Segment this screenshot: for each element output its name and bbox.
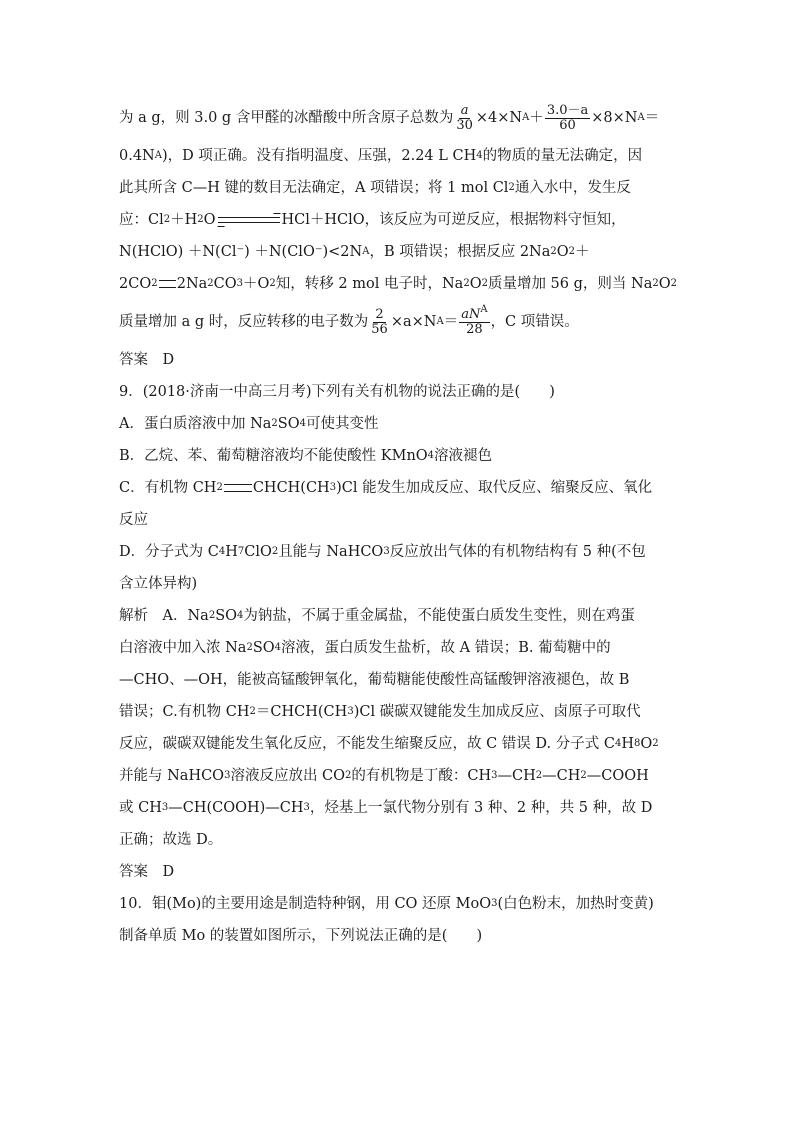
document-body xyxy=(119,96,677,952)
question-9-option-a: A．蛋白质溶液中加 Na 2 SO 4 可使其变性 xyxy=(119,416,379,432)
answer-q8: 答案 D xyxy=(119,352,175,368)
question-10-stem-line-1: 10．钼(Mo)的主要用途是制造特种钢，用 CO 还原 MoO 3 (白色粉末，加热时变黄) xyxy=(119,896,654,912)
reaction-equals-sign-icon xyxy=(159,280,176,288)
fraction-3-minus-a-over-60: $\frac{3.0-a}{60}$ xyxy=(546,102,589,133)
explanation-line-7: 质量增加 a g 时，反应转移的电子数为 $\frac{2}{56}$ ×a×N A ＝ $\frac{aN^A}{28}$ ，C 项错误。 xyxy=(119,303,579,337)
question-9-option-d-cont: 含立体异构) xyxy=(119,576,198,592)
explanation-line-4: 应：Cl 2 ＋H 2 O HCl＋HClO，该反应为可逆反应，根据物料守恒知， xyxy=(119,212,626,228)
analysis-line-3: —CHO、—OH，能被高锰酸钾氧化，葡萄糖能使酸性高锰酸钾溶液褪色，故 B xyxy=(119,672,630,688)
analysis-line-2: 白溶液中加入浓 Na 2 SO 4 溶液，蛋白质发生盐析，故 A 错误；B. 葡萄糖中的 xyxy=(119,640,611,656)
analysis-line-5: 反应，碳碳双键能发生氧化反应，不能发生缩聚反应，故 C 错误 D. 分子式 C 4 H 8 O 2 xyxy=(119,736,659,752)
question-9-option-c: C．有机物 CH 2 CHCH(CH 3 )Cl 能发生加成反应、取代反应、缩聚反应、氧化 xyxy=(119,480,653,496)
reversible-arrow-icon xyxy=(218,214,280,226)
fraction-aNA-over-28: $\frac{aN^A}{28}$ xyxy=(461,303,488,337)
explanation-line-3: 此其所含 C—H 键的数目无法确定，A 项错误；将 1 mol Cl 2 通入水中，发生反 xyxy=(119,180,631,196)
analysis-line-1: 解析 A．Na 2 SO 4 为钠盐，不属于重金属盐，不能使蛋白质发生变性，则在鸡蛋 xyxy=(119,608,635,624)
question-9-stem: 9．(2018·济南一中高三月考)下列有关有机物的说法正确的是( ) xyxy=(119,384,555,400)
question-9-option-c-cont: 反应 xyxy=(119,512,148,528)
answer-q9: 答案 D xyxy=(119,864,175,880)
question-10-stem-line-2: 制备单质 Mo 的装置如图所示，下列说法正确的是( ) xyxy=(119,928,483,944)
analysis-line-7: 或 CH 3 —CH(COOH)—CH 3 ，烃基上一氯代物分别有 3 种、2 种，共 5 种，故 D xyxy=(119,800,653,816)
analysis-line-4: 错误；C.有机物 CH 2 ＝CHCH(CH 3 )Cl 碳碳双键能发生加成反应、卤原子可取代 xyxy=(119,704,641,720)
double-bond-icon xyxy=(224,484,252,492)
question-9-option-d: D．分子式为 C 4 H 7 ClO 2 且能与 NaHCO 3 反应放出气体的有机物结构有 5 种(不包 xyxy=(119,544,646,560)
analysis-line-8: 正确；故选 D。 xyxy=(119,832,223,848)
fraction-2-over-56: $\frac{2}{56}$ xyxy=(371,306,388,337)
explanation-line-5: N(HClO) ＋N(Cl⁻) ＋N(ClO⁻)<2N A ，B 项错误；根据反应 2Na 2 O 2 ＋ xyxy=(119,244,590,260)
explanation-line-1: 为 a g，则 3.0 g 含甲醛的冰醋酸中所含原子总数为 $\frac{a}{30}$ ×4×N A ＋ $\frac{3.0-a}{60}$ ×8×N A ＝ xyxy=(119,102,660,133)
analysis-line-6: 并能与 NaHCO 3 溶液反应放出 CO 2 的有机物是丁酸：CH 3 —CH 2 —CH 2 —COOH xyxy=(119,768,649,784)
fraction-a-over-30: $\frac{a}{30}$ xyxy=(456,102,473,133)
question-9-option-b: B．乙烷、苯、葡萄糖溶液均不能使酸性 KMnO 4 溶液褪色 xyxy=(119,448,493,464)
explanation-line-6: 2CO 2 2Na 2 CO 3 ＋O 2 知，转移 2 mol 电子时，Na 2 O 2 质量增加 56 g，则当 Na 2 O 2 xyxy=(119,276,677,292)
explanation-line-2: 0.4N A )，D 项正确。没有指明温度、压强，2.24 L CH 4 的物质的量无法确定，因 xyxy=(119,148,643,164)
